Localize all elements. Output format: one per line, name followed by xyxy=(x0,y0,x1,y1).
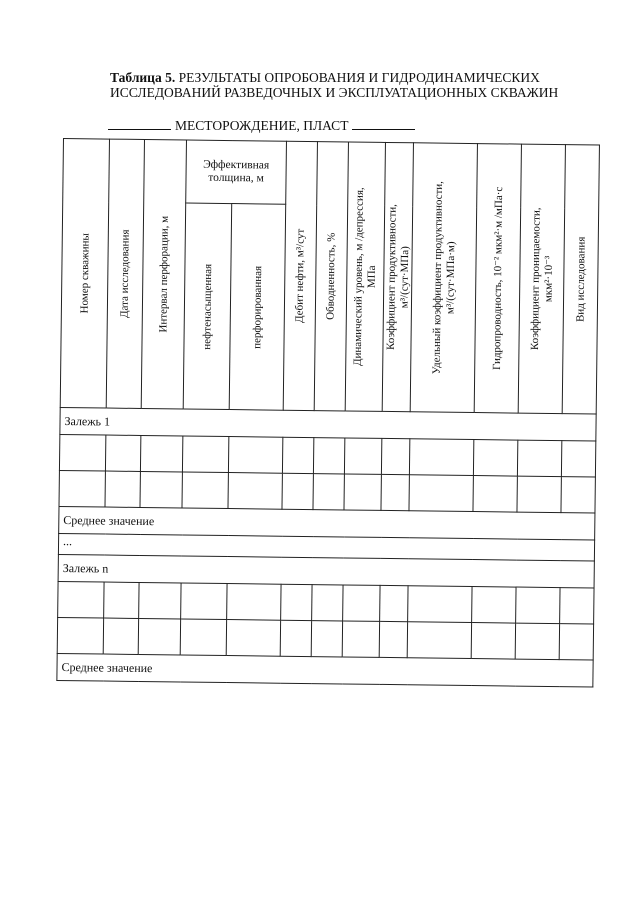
table-number: Таблица 5. xyxy=(110,70,176,85)
col-study-type: Вид исследования xyxy=(562,145,599,414)
deposit-n-label: Залежь n xyxy=(58,554,594,588)
col-effective-thickness: Эффективная толщина, м xyxy=(186,140,287,204)
results-table xyxy=(56,138,600,688)
col-study-date: Дата исследования xyxy=(106,139,144,408)
col-hydroconductivity: Гидропроводность, 10⁻² мкм²·м /мПа·с xyxy=(474,144,521,414)
col-perforated: перфорированная xyxy=(229,204,286,410)
ellipsis-label: ... xyxy=(58,533,594,561)
col-oil-saturated: нефтенасыщенная xyxy=(183,203,232,409)
col-permeability: Коэффициент проницаемости, мкм²·10⁻³ xyxy=(518,144,565,414)
deposit-1-label: Залежь 1 xyxy=(60,407,596,441)
field-formation-label: МЕСТОРОЖДЕНИЕ, ПЛАСТ xyxy=(175,118,349,133)
average-n-row xyxy=(57,653,593,687)
col-water-cut: Обводненность, % xyxy=(314,142,348,411)
formation-blank xyxy=(352,119,415,130)
average-n-label: Среднее значение xyxy=(57,653,593,687)
col-oil-rate: Дебит нефти, м³/сут xyxy=(283,141,317,410)
average-1-label: Среднее значение xyxy=(59,506,595,540)
col-specific-productivity: Удельный коэффициент продуктивности, м³/(сут·МПа·м) xyxy=(410,143,477,413)
col-productivity: Коэффициент продуктивности, м³/(сут·МПа) xyxy=(382,142,413,411)
col-perforation-interval: Интервал перфорации, м xyxy=(141,139,186,408)
field-formation-line xyxy=(108,118,415,134)
table-title xyxy=(110,70,560,100)
col-dynamic-level: Динамический уровень, м /депрессия, МПа xyxy=(345,142,385,411)
col-well-number: Номер скважины xyxy=(60,139,109,409)
header-row-1 xyxy=(63,139,600,209)
table-title-text: РЕЗУЛЬТАТЫ ОПРОБОВАНИЯ И ГИДРОДИНАМИЧЕСКИХ ИССЛЕДОВАНИЙ РАЗВЕДОЧНЫХ И ЭКСПЛУАТАЦИОННЫХ СКВАЖИН xyxy=(110,70,559,100)
field-blank xyxy=(108,119,171,130)
